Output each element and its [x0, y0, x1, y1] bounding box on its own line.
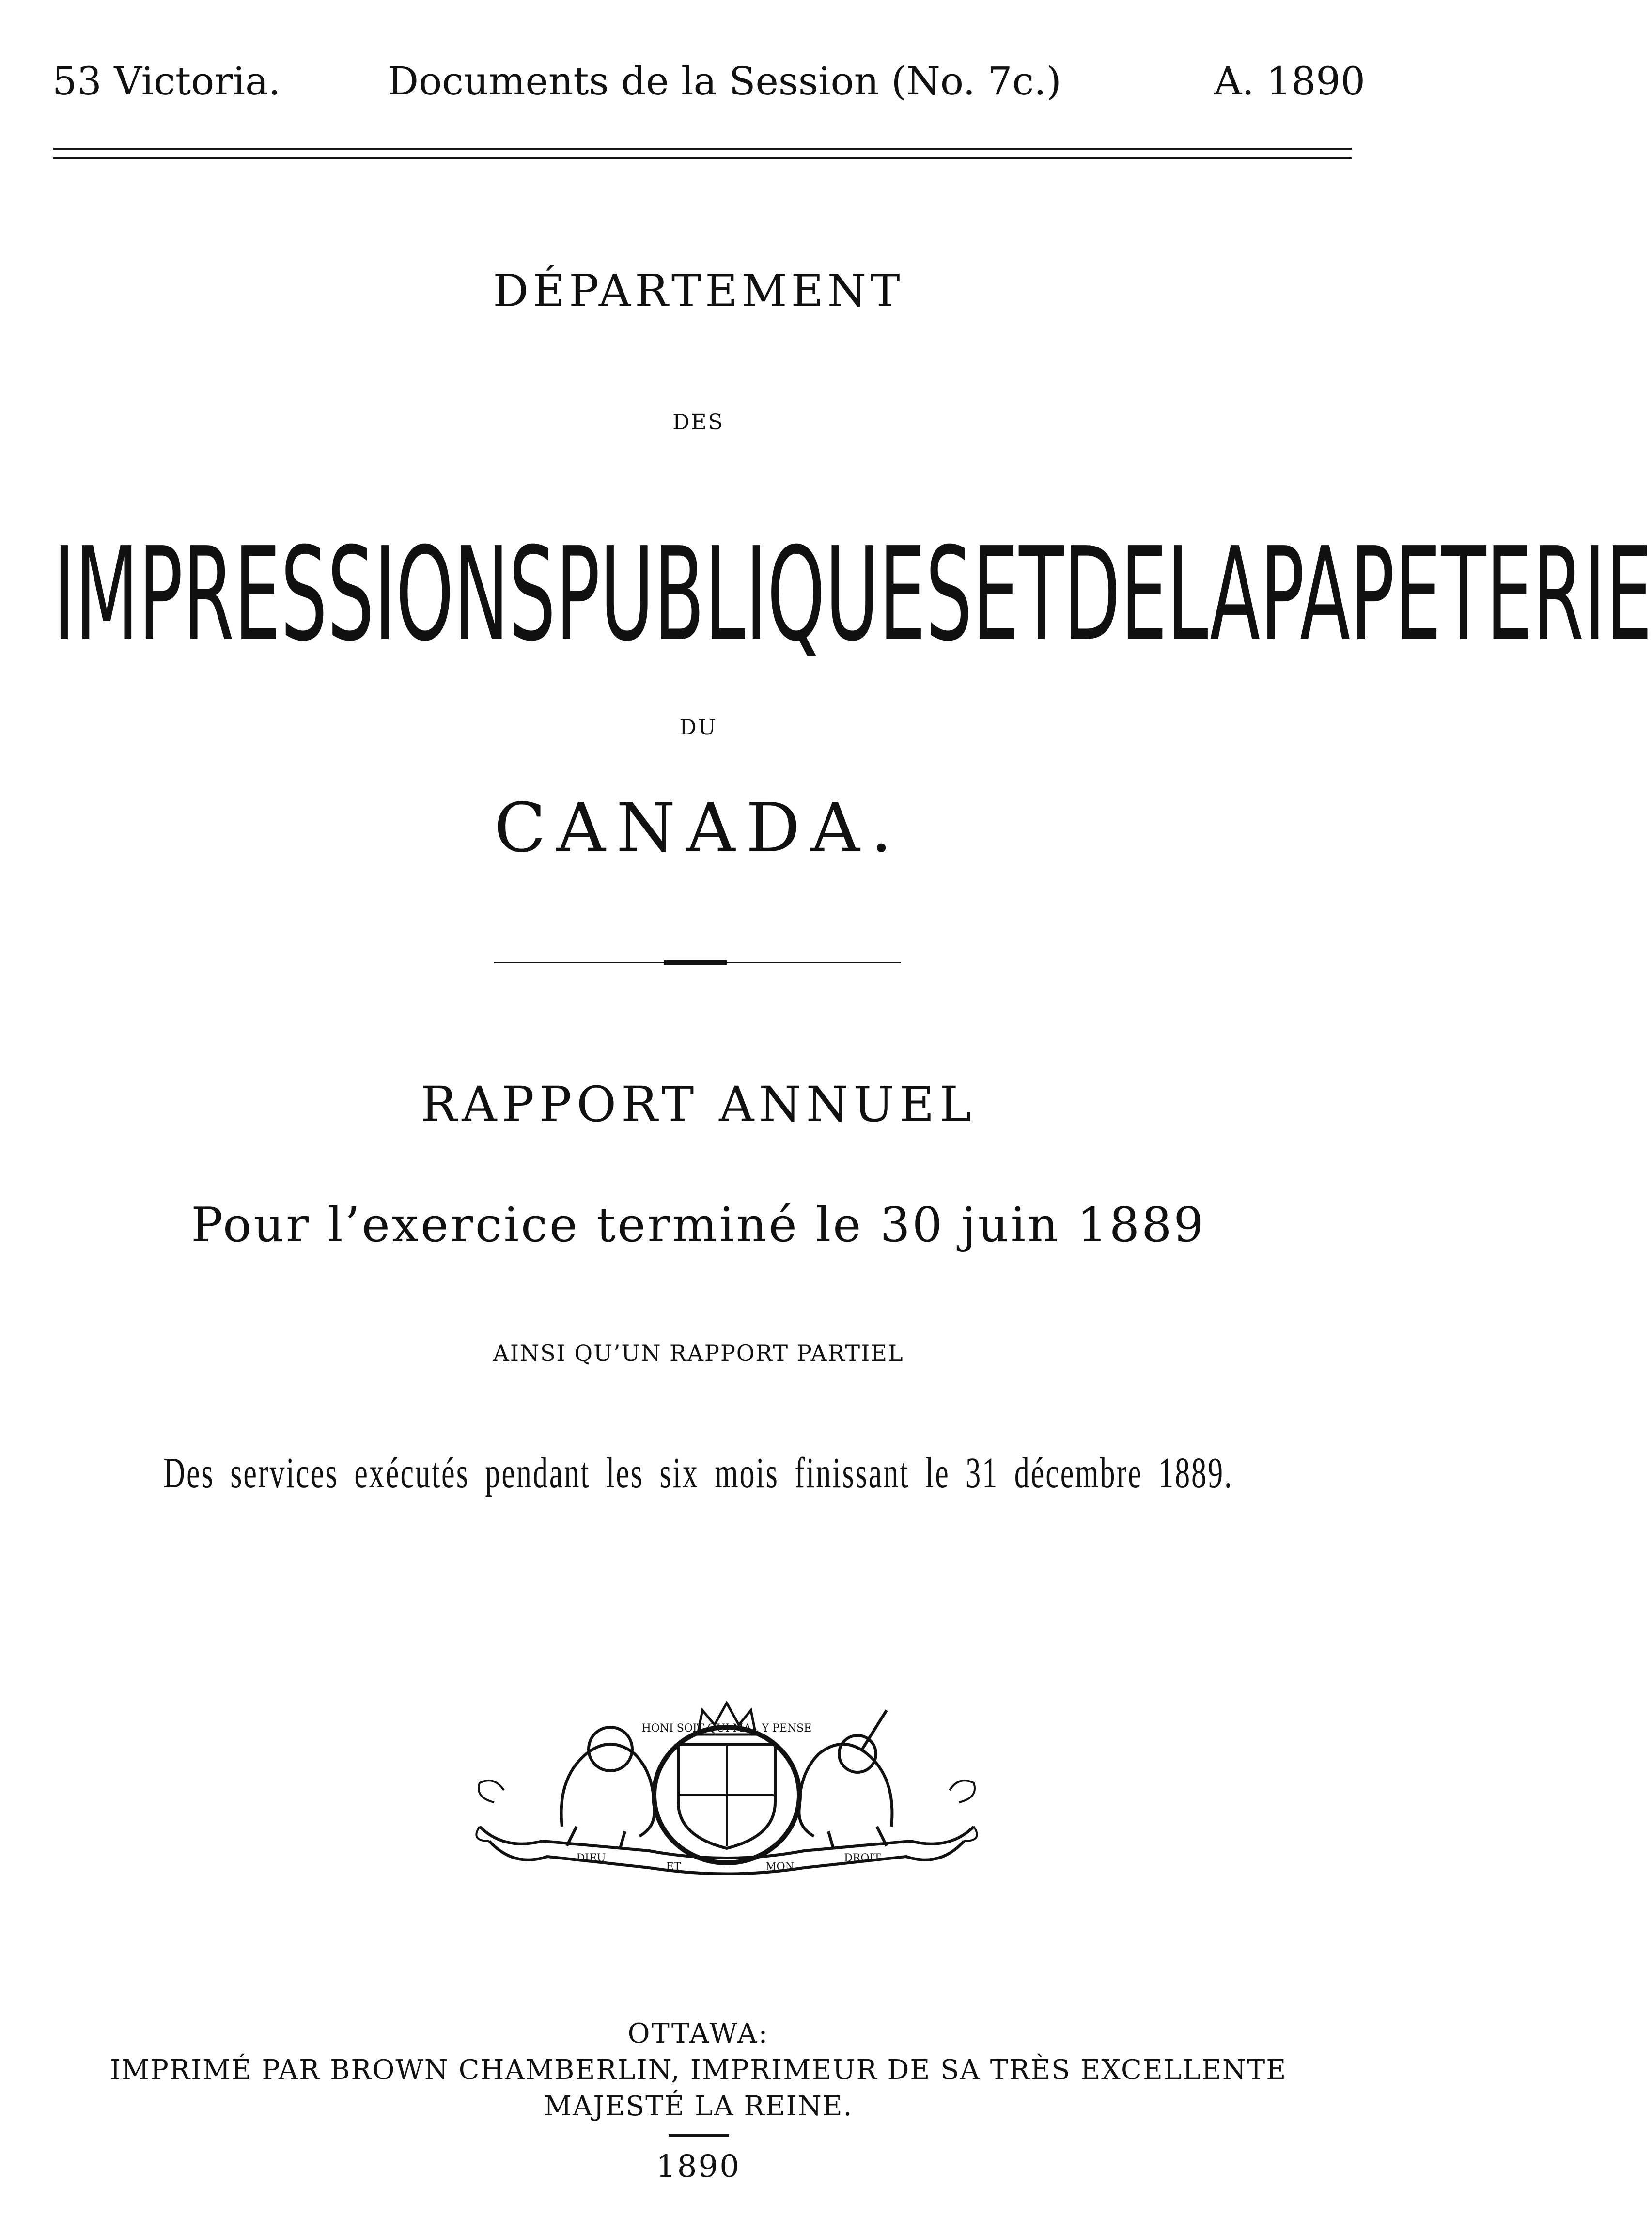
title-word-de: DE [1063, 519, 1168, 670]
header-documents-session: Documents de la Session (No. 7c.) [388, 59, 1061, 104]
banner-motto-word-1: DIEU [576, 1852, 606, 1864]
banner-motto-word-3: MON [765, 1861, 795, 1873]
title-main-line [53, 519, 1652, 670]
title-word-impressions: IMPRESSIONS [53, 519, 556, 670]
report-partial-line: AINSI QU’UN RAPPORT PARTIEL [493, 1340, 904, 1366]
imprint-city: OTTAWA: [627, 2018, 769, 2049]
report-services-text: Des services exécutés pendant les six mois finissant le 31 décembre 1889. [163, 1449, 1233, 1498]
royal-coat-of-arms [465, 1681, 988, 1885]
header-year: A. 1890 [1214, 59, 1365, 104]
imprint-printer-line-2: MAJESTÉ LA REINE. [544, 2091, 853, 2122]
imprint-printer-line-1: IMPRIMÉ PAR BROWN CHAMBERLIN, IMPRIMEUR DE SA TRÈS EXCELLENTE [109, 2054, 1287, 2086]
title-departement: DÉPARTEMENT [493, 265, 904, 317]
title-du: DU [679, 715, 717, 740]
header-session-victoria: 53 Victoria. [52, 59, 281, 104]
title-canada: CANADA. [494, 789, 903, 868]
banner-motto-word-4: DROIT [844, 1852, 881, 1864]
decorative-rule-center [664, 960, 727, 965]
title-word-et: ET [972, 519, 1064, 670]
title-word-papeterie: PAPETERIE [1260, 519, 1652, 670]
header-rule-bottom [53, 157, 1352, 159]
report-title: RAPPORT ANNUEL [421, 1076, 976, 1133]
header-rule-top [53, 148, 1352, 150]
title-word-la: LA [1167, 519, 1261, 670]
title-word-publiques: PUBLIQUES [555, 519, 973, 670]
title-des: DES [672, 410, 724, 435]
banner-motto-word-2: ET [666, 1861, 681, 1873]
imprint-year: 1890 [656, 2149, 741, 2185]
garter-motto-text: HONI SOIT QUI MAL Y PENSE [641, 1722, 812, 1734]
imprint-year-rule [669, 2134, 729, 2137]
report-services-line [0, 1449, 1397, 1498]
report-exercise-line: Pour l’exercice terminé le 30 juin 1889 [191, 1198, 1206, 1253]
